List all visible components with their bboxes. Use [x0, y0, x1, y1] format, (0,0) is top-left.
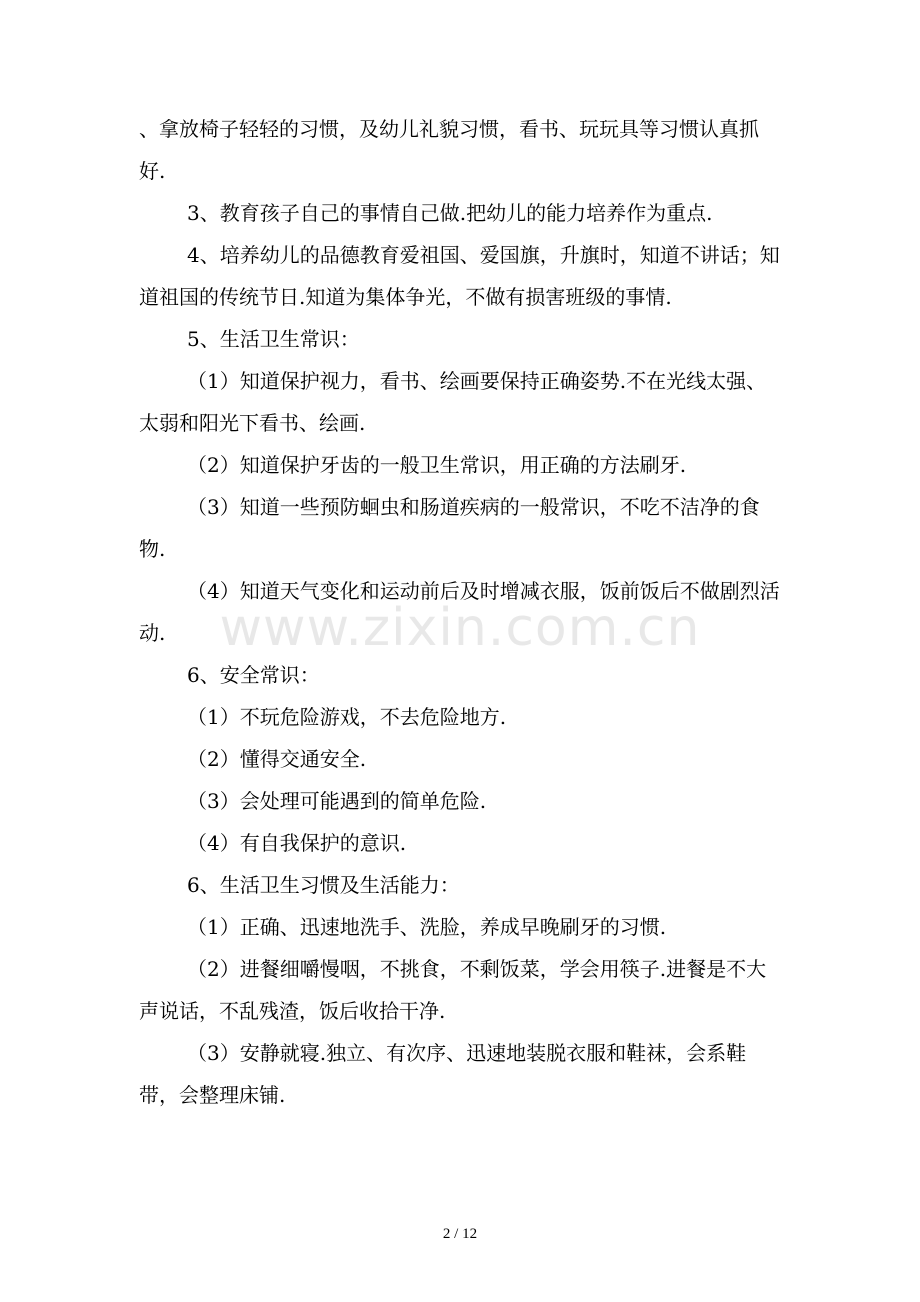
paragraph: （1）不玩危险游戏，不去危险地方. — [187, 705, 507, 729]
paragraph: （4）有自我保护的意识. — [187, 831, 407, 855]
paragraph: 、拿放椅子轻轻的习惯，及幼儿礼貌习惯，看书、玩玩具等习惯认真抓好. — [139, 117, 759, 183]
paragraph: （2）知道保护牙齿的一般卫生常识，用正确的方法刷牙. — [187, 453, 687, 477]
paragraph: （2）懂得交通安全. — [187, 747, 367, 771]
paragraph: 5、生活卫生常识： — [187, 327, 360, 351]
paragraph: （3）知道一些预防蛔虫和肠道疾病的一般常识，不吃不洁净的食物. — [139, 495, 760, 561]
paragraph: （1）正确、迅速地洗手、洗脸，养成早晚刷牙的习惯. — [187, 915, 667, 939]
paragraph: （2）进餐细嚼慢咽，不挑食，不剩饭菜，学会用筷子.进餐是不大声说话，不乱残渣，饭后收拾干净. — [139, 957, 767, 1023]
paragraph: （4）知道天气变化和运动前后及时增减衣服，饭前饭后不做剧烈活动. — [139, 579, 780, 645]
document-body — [139, 108, 784, 1116]
paragraph: （1）知道保护视力，看书、绘画要保持正确姿势.不在光线太强、太弱和阳光下看书、绘画. — [139, 369, 767, 435]
watermark: www.zixin.com.cn — [219, 598, 701, 658]
page-number: 2 / 12 — [442, 1226, 478, 1242]
paragraph: 4、培养幼儿的品德教育爱祖国、爱国旗，升旗时，知道不讲话；知道祖国的传统节日.知道为集体争光，不做有损害班级的事情. — [139, 243, 780, 309]
paragraph: （3）会处理可能遇到的简单危险. — [187, 789, 487, 813]
paragraph: 6、安全常识： — [187, 663, 320, 687]
paragraph: （3）安静就寝.独立、有次序、迅速地装脱衣服和鞋袜，会系鞋带，会整理床铺. — [139, 1041, 747, 1107]
paragraph: 3、教育孩子自己的事情自己做.把幼儿的能力培养作为重点. — [187, 201, 713, 225]
paragraph: 6、生活卫生习惯及生活能力： — [187, 873, 460, 897]
